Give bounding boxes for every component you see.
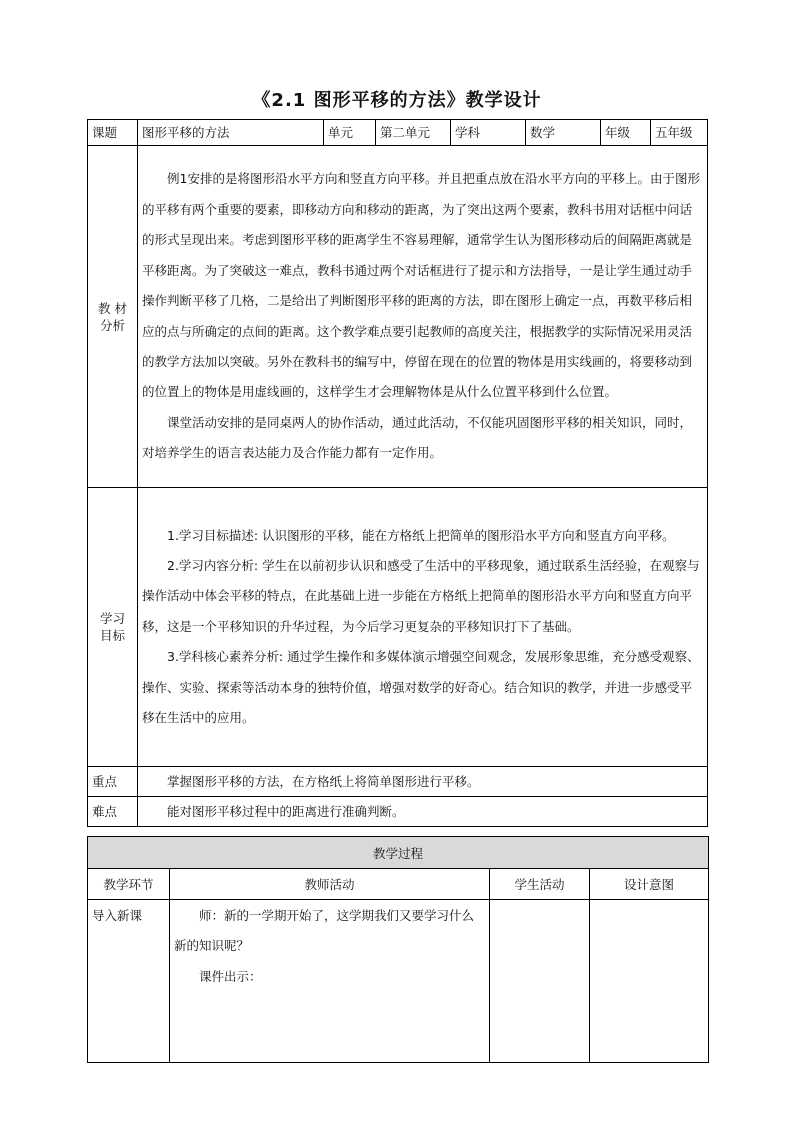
analysis-label-line1: 教 材	[98, 300, 127, 316]
goals-paragraph-3: 3.学科核心素养分析: 通过学生操作和多媒体演示增强空间观念，发展形象思维，充分感受观察、操作、实验、探索等活动本身的独特价值，增强对数学的好奇心。结合知识的教学，并进一步感受平移在生活中的应用。	[142, 649, 700, 726]
difficulty-label: 难点	[88, 797, 138, 827]
col-teacher-header: 教师活动	[170, 869, 490, 900]
analysis-label-line2: 分析	[99, 317, 125, 333]
row1-design-intent	[590, 900, 709, 1063]
lesson-info-table	[87, 119, 708, 827]
row1-stage: 导入新课	[88, 900, 170, 1063]
col-intent-header: 设计意图	[590, 869, 709, 900]
grade-value: 五年级	[651, 120, 708, 146]
goals-paragraph-2: 2.学习内容分析: 学生在以前初步认识和感受了生活中的平移现象，通过联系生活经验，在观察与操作活动中体会平移的特点，在此基础上进一步能在方格纸上把简单的图形沿水平方向和竖直方向平移，这是一个平移知识的升华过程，为今后学习更复杂的平移知识打下了基础。	[142, 557, 700, 634]
header-row	[88, 120, 708, 146]
process-header-row	[88, 869, 709, 900]
key-point-content	[138, 767, 708, 797]
analysis-content	[138, 146, 708, 488]
document-title: 《2.1 图形平移的方法》教学设计	[252, 90, 542, 111]
col-student-header: 学生活动	[490, 869, 590, 900]
goals-label-line1: 学习	[99, 611, 125, 626]
difficulty-content	[138, 797, 708, 827]
difficulty-text: 能对图形平移过程中的距离进行准确判断。	[167, 804, 405, 819]
difficulty-row	[88, 797, 708, 827]
key-point-text: 掌握图形平移的方法，在方格纸上将简单图形进行平移。	[167, 774, 480, 789]
topic-label: 课题	[88, 120, 138, 146]
row1-teacher-p1: 师：新的一学期开始了，这学期我们又要学习什么新的知识呢？	[174, 908, 475, 954]
key-point-row	[88, 767, 708, 797]
subject-value: 数学	[526, 120, 601, 146]
analysis-row	[88, 146, 708, 488]
goals-label	[88, 488, 138, 767]
teaching-process-table	[87, 836, 709, 1063]
col-stage-header: 教学环节	[88, 869, 170, 900]
goals-row	[88, 488, 708, 767]
unit-label: 单元	[324, 120, 376, 146]
key-point-label: 重点	[88, 767, 138, 797]
goals-paragraph-1: 1.学习目标描述: 认识图形的平移，能在方格纸上把简单的图形沿水平方向和竖直方向平移。	[167, 527, 675, 543]
row1-teacher-activity	[170, 900, 490, 1063]
subject-label: 学科	[451, 120, 526, 146]
row1-teacher-p2: 课件出示：	[199, 968, 262, 984]
analysis-label	[88, 146, 138, 488]
row1-student-activity	[490, 900, 590, 1063]
process-title-row	[88, 837, 709, 869]
topic-value: 图形平移的方法	[138, 120, 324, 146]
analysis-paragraph-1: 例1安排的是将图形沿水平方向和竖直方向平移。并且把重点放在沿水平方向的平移上。由于图形的平移有两个重要的要素，即移动方向和移动的距离，为了突出这两个要素，教科书用对话框中问话的形式呈现出来。考虑到图形平移的距离学生不容易理解，通常学生认为图形移动后的间隔距离就是平移距离。为了突破这一难点，教科书通过两个对话框进行了提示和方法指导，一是让学生通过动手操作判断平移了几格，二是给出了判断图形平移的距离的方法，即在图形上确定一点，再数平移后相应的点与所确定的点间的距离。这个教学难点要引起教师的高度关注，根据教学的实际情况采用灵活的教学方法加以突破。另外在教科书的编写中，停留在现在的位置的物体是用实线画的，将要移动到的位置上的物体是用虚线画的，这样学生才会理解物体是从什么位置平移到什么位置。	[142, 171, 700, 400]
process-title: 教学过程	[88, 837, 709, 869]
unit-value: 第二单元	[376, 120, 451, 146]
process-row-intro	[88, 900, 709, 1063]
goals-label-line2: 目标	[99, 628, 125, 643]
goals-content	[138, 488, 708, 767]
analysis-paragraph-2: 课堂活动安排的是同桌两人的协作活动，通过此活动，不仅能巩固图形平移的相关知识，同时，对培养学生的语言表达能力及合作能力都有一定作用。	[142, 414, 693, 461]
grade-label: 年级	[601, 120, 651, 146]
